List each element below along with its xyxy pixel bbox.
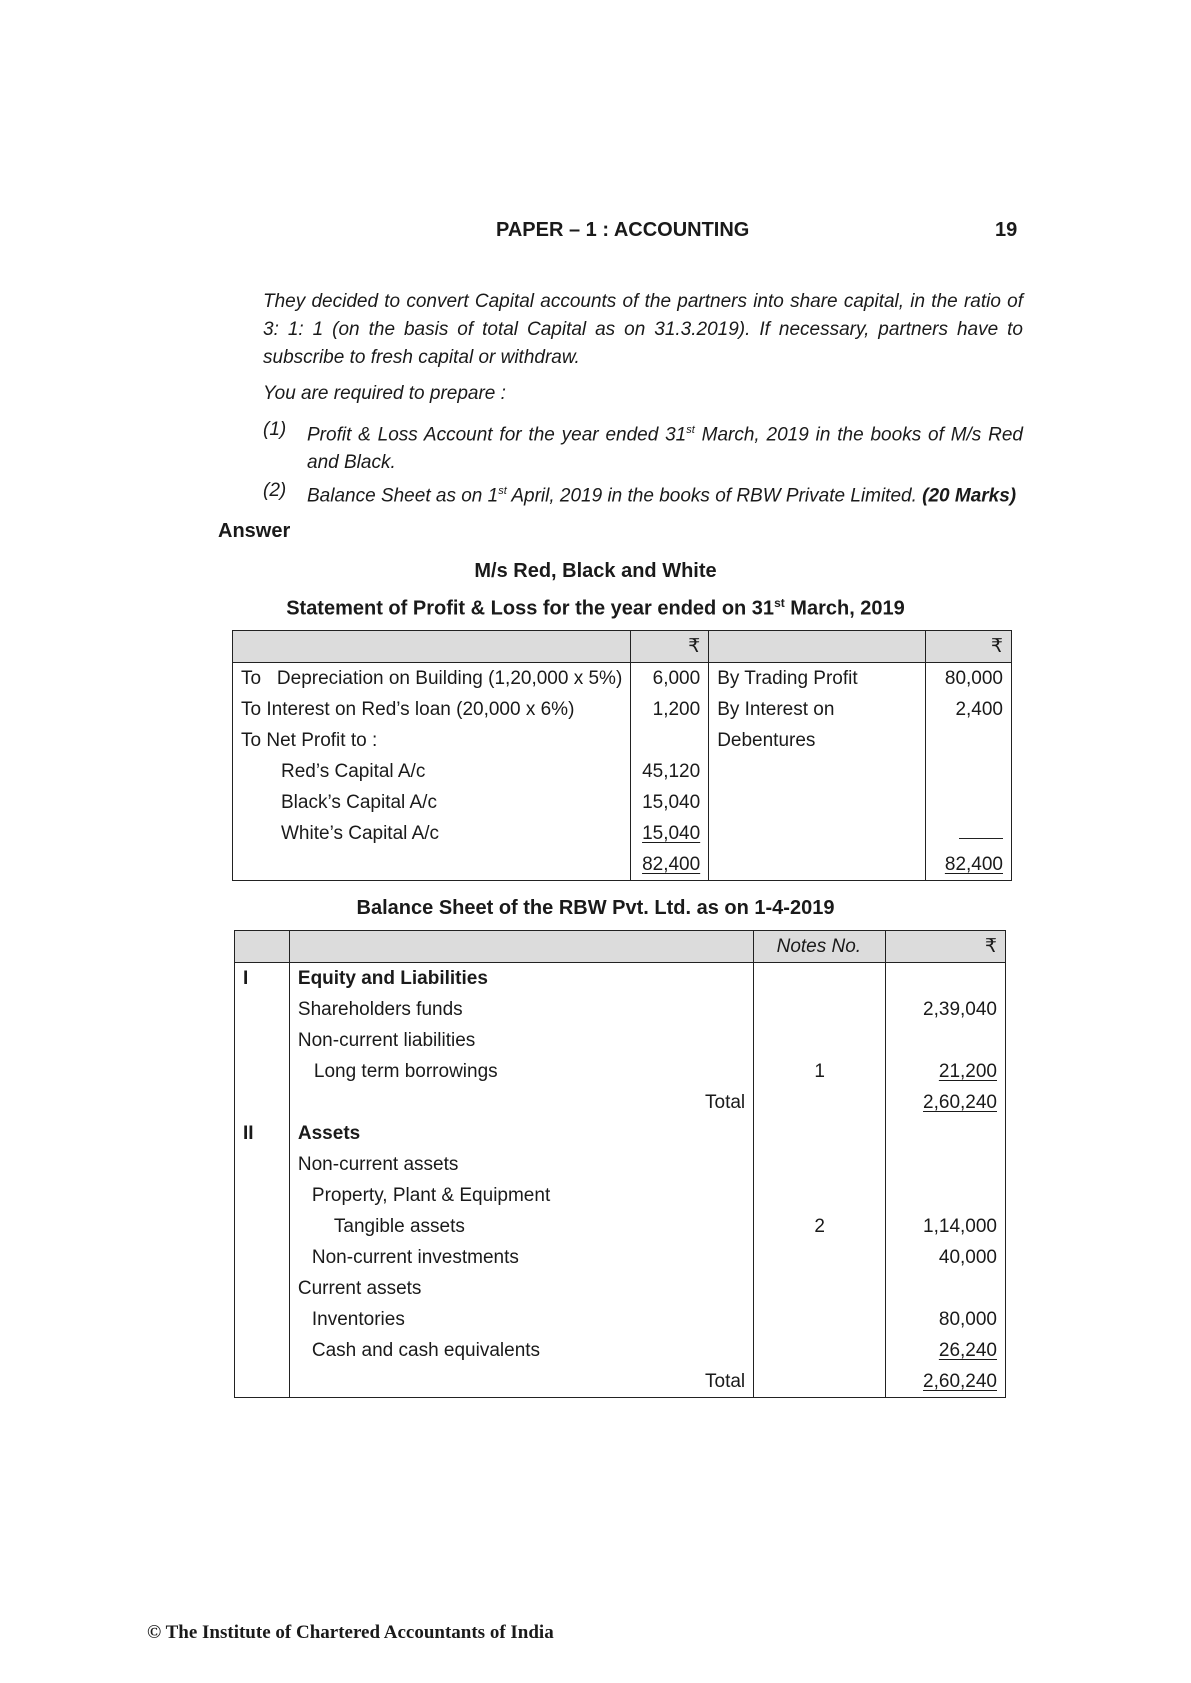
row-label: Current assets (289, 1273, 753, 1304)
row-amount: 1,200 (631, 694, 709, 725)
table-row (233, 818, 1012, 849)
row-label: Cash and cash equivalents (289, 1335, 753, 1366)
table-row (235, 1242, 1006, 1273)
row-amount: 15,040 (631, 787, 709, 818)
table-row (235, 1087, 1006, 1118)
table-row (233, 694, 1012, 725)
row-label: Non-current investments (289, 1242, 753, 1273)
table-row (235, 1273, 1006, 1304)
row-label: Black’s Capital A/c (233, 787, 631, 818)
item-1-number: (1) (263, 419, 287, 440)
total-amount: 2,60,240 (923, 1091, 997, 1113)
currency-symbol: ₹ (886, 931, 1006, 963)
row-amount: 1,14,000 (886, 1211, 1006, 1242)
right-total: 82,400 (944, 853, 1003, 875)
row-amount: 26,240 (938, 1339, 997, 1361)
row-amount: 6,000 (631, 663, 709, 695)
row-amount: 21,200 (938, 1060, 997, 1082)
section-heading: Assets (289, 1118, 753, 1149)
currency-symbol: ₹ (631, 631, 709, 663)
total-rule (959, 824, 1003, 839)
page-header-title: PAPER – 1 : ACCOUNTING (496, 219, 750, 241)
answer-label: Answer (218, 520, 291, 542)
row-label: To Net Profit to : (233, 725, 631, 756)
balance-sheet-title: Balance Sheet of the RBW Pvt. Ltd. as on 1-4-2019 (356, 897, 835, 919)
table-row (235, 1335, 1006, 1366)
row-amount: 2,400 (926, 694, 1012, 725)
table-header-row (235, 931, 1006, 963)
item-2-text: Balance Sheet as on 1st April, 2019 in the books of RBW Private Limited. (20 Marks) (307, 485, 1017, 507)
table-row (233, 756, 1012, 787)
row-amount: 80,000 (886, 1304, 1006, 1335)
row-amount: 45,120 (631, 756, 709, 787)
firm-name: M/s Red, Black and White (474, 560, 717, 582)
table-row (233, 725, 1012, 756)
row-amount: 40,000 (886, 1242, 1006, 1273)
row-label: Non-current assets (289, 1149, 753, 1180)
profit-loss-table (232, 630, 1012, 881)
row-label: To Depreciation on Building (1,20,000 x 5%) (233, 663, 631, 695)
row-label: White’s Capital A/c (233, 818, 631, 849)
intro-paragraph: They decided to convert Capital accounts of the partners into share capital, in the ratio of 3: 1: 1 (on the basis of total Capital as on 31.3.2019). If necessary, partners have to subscribe to fresh capital or withdraw. (263, 291, 1023, 368)
table-row (235, 1118, 1006, 1149)
currency-symbol: ₹ (926, 631, 1012, 663)
row-amount: 2,39,040 (886, 994, 1006, 1025)
footer-copyright: © The Institute of Chartered Accountants of India (147, 1622, 554, 1643)
note-number: 2 (754, 1211, 886, 1242)
row-label: Red’s Capital A/c (233, 756, 631, 787)
table-row (233, 663, 1012, 695)
row-amount: 15,040 (642, 822, 701, 844)
table-row (235, 1025, 1006, 1056)
row-amount: 80,000 (926, 663, 1012, 695)
pl-title: Statement of Profit & Loss for the year ended on 31st March, 2019 (286, 596, 905, 620)
row-label: By Interest on (709, 694, 926, 725)
notes-header: Notes No. (754, 931, 886, 963)
note-number: 1 (754, 1056, 886, 1087)
table-row (233, 849, 1012, 881)
row-label: Tangible assets (289, 1211, 753, 1242)
row-label: Inventories (289, 1304, 753, 1335)
table-header-row (233, 631, 1012, 663)
table-row (235, 1211, 1006, 1242)
row-label: Property, Plant & Equipment (289, 1180, 753, 1211)
row-label: Long term borrowings (289, 1056, 753, 1087)
page-number: 19 (995, 219, 1018, 241)
table-row (235, 1056, 1006, 1087)
left-total: 82,400 (642, 853, 701, 875)
table-row (235, 1149, 1006, 1180)
total-amount: 2,60,240 (923, 1370, 997, 1392)
row-label: Shareholders funds (289, 994, 753, 1025)
table-row (235, 994, 1006, 1025)
row-label: Debentures (709, 725, 926, 756)
table-row (233, 787, 1012, 818)
table-row (235, 1180, 1006, 1211)
balance-sheet-table (234, 930, 1006, 1398)
item-2-number: (2) (263, 480, 287, 501)
section-number: II (235, 1118, 290, 1149)
row-label: Non-current liabilities (289, 1025, 753, 1056)
row-label: To Interest on Red’s loan (20,000 x 6%) (233, 694, 631, 725)
section-heading: Equity and Liabilities (289, 963, 753, 995)
item-1-text: Profit & Loss Account for the year ended 31st March, 2019 in the books of M/s Red and Black. (307, 424, 1023, 474)
row-label: By Trading Profit (709, 663, 926, 695)
table-row (235, 1304, 1006, 1335)
marks: (20 Marks) (922, 485, 1017, 507)
required-text: You are required to prepare : (263, 383, 506, 404)
table-row (235, 963, 1006, 995)
total-label: Total (289, 1366, 753, 1398)
total-label: Total (289, 1087, 753, 1118)
table-row (235, 1366, 1006, 1398)
section-number: I (235, 963, 290, 995)
